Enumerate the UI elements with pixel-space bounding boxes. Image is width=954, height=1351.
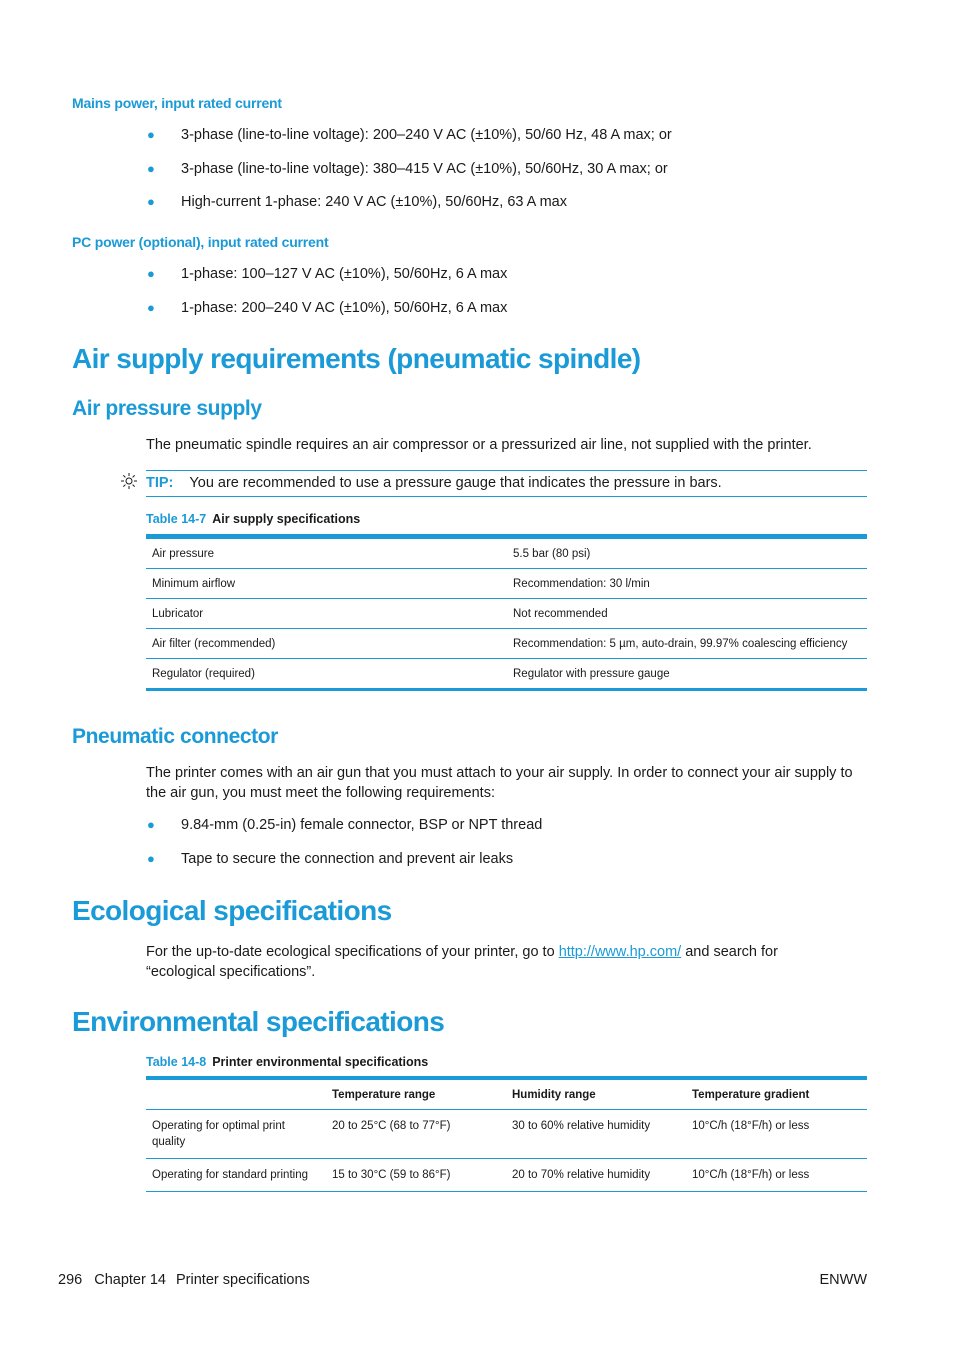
tip-label: TIP: — [146, 475, 174, 491]
table-header-row: Temperature range Humidity range Temperature gradient — [146, 1078, 867, 1110]
table-row: Minimum airflow Recommendation: 30 l/min — [146, 569, 867, 599]
bullet-dot: ● — [147, 127, 155, 142]
air-supply-table — [146, 534, 867, 691]
table-caption: Table 14-8 Printer environmental specifications — [146, 1055, 429, 1069]
page-footer-right: ENWW — [819, 1272, 867, 1288]
bullet-dot: ● — [147, 851, 155, 866]
table-row: Operating for standard printing 15 to 30°C (59 to 86°F) 20 to 70% relative humidity 10°C/h (18°F/h) or less — [152, 1169, 810, 1181]
chapter-title: Printer specifications — [176, 1272, 310, 1288]
pneumatic-connector-text: The printer comes with an air gun that you must attach to your air supply. In order to connect your air supply to the air gun, you must meet the following requirements: — [146, 765, 853, 801]
table-row: Lubricator Not recommended — [146, 599, 867, 629]
list-item: ● 9.84-mm (0.25-in) female connector, BSP or NPT thread — [147, 817, 543, 833]
pneumatic-connector-heading: Pneumatic connector — [72, 725, 278, 748]
page-number: 296 — [58, 1272, 83, 1288]
ecological-title: Ecological specifications — [72, 895, 392, 926]
list-item: ● 3-phase (line-to-line voltage): 200–240 V AC (±10%), 50/60 Hz, 48 A max; or — [147, 127, 672, 143]
bullet-dot: ● — [147, 300, 155, 315]
air-supply-title: Air supply requirements (pneumatic spindle) — [72, 343, 641, 374]
tip-text: You are recommended to use a pressure gauge that indicates the pressure in bars. — [189, 475, 722, 491]
bullet-dot: ● — [147, 194, 155, 209]
environmental-title: Environmental specifications — [72, 1006, 445, 1037]
list-item: ● High-current 1-phase: 240 V AC (±10%), 50/60Hz, 63 A max — [147, 194, 567, 210]
chapter-label: Chapter 14 — [94, 1272, 166, 1288]
lightbulb-icon — [120, 472, 138, 490]
hp-website-link[interactable]: http://www.hp.com/ — [558, 944, 682, 960]
table-row: Regulator (required) Regulator with pressure gauge — [152, 667, 670, 680]
list-item: ● 1-phase: 200–240 V AC (±10%), 50/60Hz, 6 A max — [147, 300, 508, 316]
bullet-dot: ● — [147, 161, 155, 176]
bullet-dot: ● — [147, 266, 155, 281]
list-item: ● 3-phase (line-to-line voltage): 380–415 V AC (±10%), 50/60Hz, 30 A max; or — [147, 161, 668, 177]
air-pressure-heading: Air pressure supply — [72, 397, 262, 420]
table-caption: Table 14-7 Air supply specifications — [146, 512, 361, 526]
list-item: ● Tape to secure the connection and prevent air leaks — [147, 851, 514, 867]
bullet-dot: ● — [147, 817, 155, 832]
table-row: Operating for optimal print quality 20 to 25°C (68 to 77°F) 30 to 60% relative humidity 10°C/h (18°F/h) or less — [146, 1110, 867, 1159]
pc-power-heading: PC power (optional), input rated current — [72, 234, 329, 250]
ecological-text: For the up-to-date ecological specifications of your printer, go to http://www.hp.com/ and search for “ecological specifications”. — [146, 944, 778, 980]
list-item: ● 1-phase: 100–127 V AC (±10%), 50/60Hz, 6 A max — [147, 266, 508, 282]
page-footer-left — [58, 1272, 310, 1288]
air-pressure-text: The pneumatic spindle requires an air compressor or a pressurized air line, not supplied with the printer. — [146, 437, 812, 453]
table-row: Air pressure 5.5 bar (80 psi) — [146, 537, 867, 569]
tip-box — [146, 470, 867, 497]
mains-power-heading: Mains power, input rated current — [72, 95, 282, 111]
table-row: Air filter (recommended) Recommendation: 5 µm, auto-drain, 99.97% coalescing efficiency — [146, 629, 867, 659]
environmental-table — [146, 1076, 867, 1192]
